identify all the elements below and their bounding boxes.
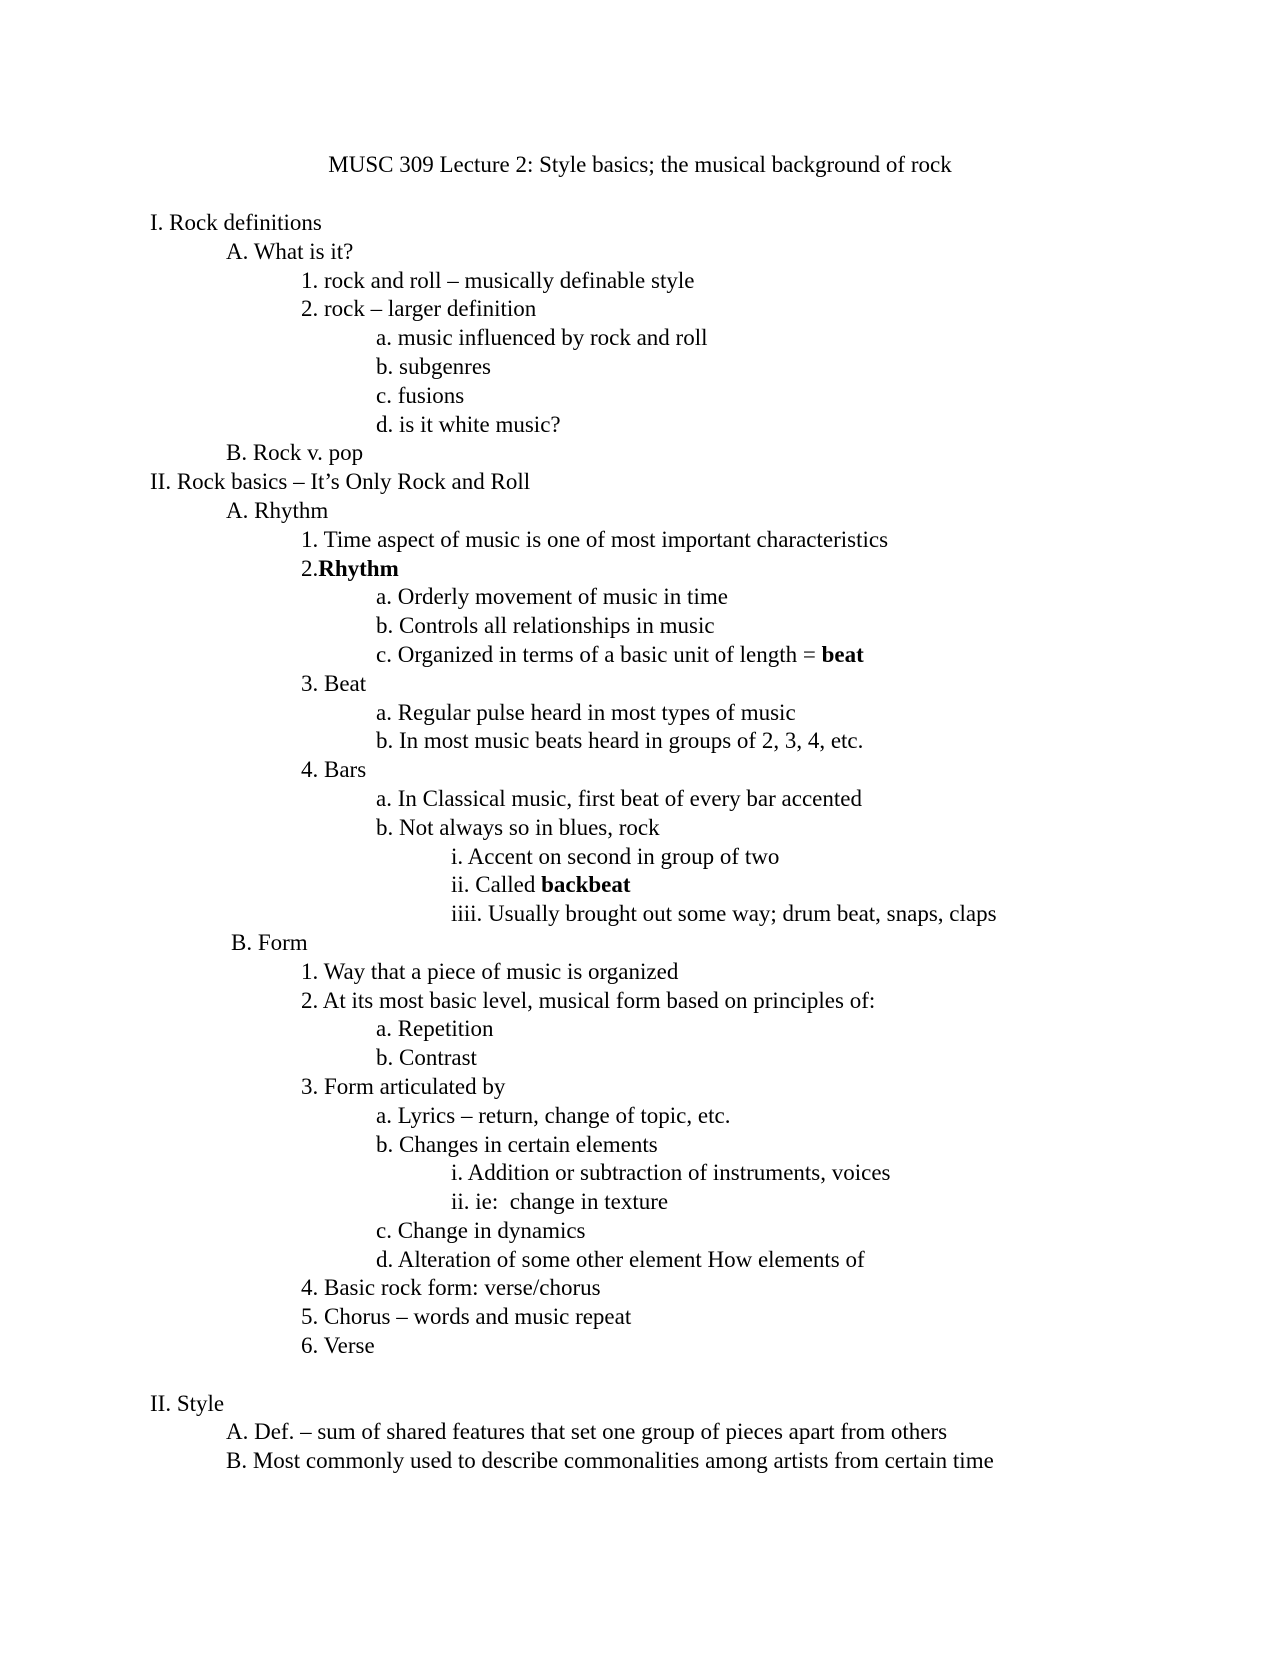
outline-text: ii. Called	[451, 872, 542, 898]
outline-item	[0, 727, 1280, 756]
outline-item	[0, 612, 1280, 641]
outline-item	[0, 1188, 1280, 1217]
outline-heading	[0, 209, 1280, 238]
outline-item	[0, 1418, 1280, 1447]
term-rhythm: Rhythm	[318, 555, 399, 581]
outline-item	[0, 439, 1280, 468]
term-beat: beat	[821, 641, 864, 667]
outline-text: 1. rock and roll – musically definable style	[301, 267, 695, 293]
outline-text: b. Controls all relationships in music	[376, 613, 715, 639]
outline-text: A. Def. – sum of shared features that set one group of pieces apart from others	[226, 1419, 948, 1445]
outline-text: c. Change in dynamics	[376, 1217, 586, 1243]
outline-heading	[0, 468, 1280, 497]
outline-text: 1. Way that a piece of music is organized	[301, 958, 679, 984]
term-backbeat: backbeat	[541, 872, 631, 898]
outline-heading	[0, 1390, 1280, 1419]
outline-text: a. Lyrics – return, change of topic, etc.	[376, 1102, 731, 1128]
outline-item	[0, 1131, 1280, 1160]
outline-item	[0, 1447, 1280, 1476]
outline-text: i. Addition or subtraction of instruments, voices	[451, 1160, 891, 1186]
outline-item	[0, 1044, 1280, 1073]
outline-item	[0, 958, 1280, 987]
outline-text: I. Rock definitions	[150, 210, 322, 235]
outline-item	[0, 1015, 1280, 1044]
outline-text: 2.	[301, 555, 319, 581]
outline-item	[0, 1073, 1280, 1102]
outline-item	[0, 900, 1280, 929]
outline-text: 4. Bars	[301, 757, 367, 783]
outline-item	[0, 1102, 1280, 1131]
outline-text: b. subgenres	[376, 353, 491, 379]
outline-item	[0, 987, 1280, 1016]
outline-text: a. In Classical music, first beat of every bar accented	[376, 785, 862, 811]
outline-item	[0, 295, 1280, 324]
outline-item	[0, 555, 1280, 584]
outline-text: 6. Verse	[301, 1333, 375, 1359]
outline-item	[0, 871, 1280, 900]
outline-text: 3. Beat	[301, 670, 367, 696]
outline-text: 4. Basic rock form: verse/chorus	[301, 1275, 601, 1301]
outline-text: II. Rock basics – It’s Only Rock and Roll	[150, 469, 531, 495]
outline-text: b. Contrast	[376, 1045, 477, 1071]
outline-text: a. Regular pulse heard in most types of music	[376, 699, 796, 725]
outline-item	[0, 526, 1280, 555]
outline-text: B. Rock v. pop	[226, 440, 364, 466]
page-title: MUSC 309 Lecture 2: Style basics; the musical background of rock	[328, 152, 952, 177]
outline-text: a. Orderly movement of music in time	[376, 584, 728, 610]
outline-text: d. is it white music?	[376, 411, 561, 437]
outline-text: 3. Form articulated by	[301, 1073, 506, 1099]
outline-text: b. Not always so in blues, rock	[376, 814, 660, 840]
outline-text: i. Accent on second in group of two	[451, 843, 780, 869]
blank-line	[0, 1361, 1280, 1390]
outline-text: 2. At its most basic level, musical form based on principles of:	[301, 987, 876, 1013]
outline-item	[0, 267, 1280, 296]
outline-text: 5. Chorus – words and music repeat	[301, 1304, 632, 1330]
outline-text: 2. rock – larger definition	[301, 296, 537, 322]
lecture-outline	[0, 209, 1280, 1476]
outline-item	[0, 699, 1280, 728]
outline-item	[0, 1159, 1280, 1188]
outline-item	[0, 1246, 1280, 1275]
outline-text: a. Repetition	[376, 1016, 494, 1042]
outline-item	[0, 843, 1280, 872]
outline-text: B. Form	[231, 929, 308, 955]
outline-item	[0, 814, 1280, 843]
outline-item	[0, 785, 1280, 814]
outline-item	[0, 1217, 1280, 1246]
outline-text: b. In most music beats heard in groups of 2, 3, 4, etc.	[376, 728, 864, 754]
outline-item	[0, 670, 1280, 699]
outline-text: A. Rhythm	[226, 497, 329, 523]
outline-text: ii. ie: change in texture	[451, 1189, 669, 1215]
outline-item	[0, 238, 1280, 267]
outline-item	[0, 497, 1280, 526]
outline-text: B. Most commonly used to describe commonalities among artists from certain time	[226, 1448, 994, 1474]
outline-item	[0, 929, 1280, 958]
outline-text: A. What is it?	[226, 238, 354, 264]
outline-text: iiii. Usually brought out some way; drum beat, snaps, claps	[451, 901, 997, 927]
outline-item	[0, 583, 1280, 612]
outline-text: d. Alteration of some other element How elements of	[376, 1246, 865, 1272]
outline-text: c. Organized in terms of a basic unit of length =	[376, 641, 822, 667]
outline-item	[0, 324, 1280, 353]
outline-text: a. music influenced by rock and roll	[376, 325, 708, 351]
outline-text: 1. Time aspect of music is one of most important characteristics	[301, 526, 889, 552]
outline-item	[0, 353, 1280, 382]
outline-item	[0, 1303, 1280, 1332]
outline-item	[0, 411, 1280, 440]
outline-text: c. fusions	[376, 382, 465, 408]
outline-text: b. Changes in certain elements	[376, 1131, 658, 1157]
outline-text: II. Style	[150, 1390, 225, 1416]
outline-item	[0, 1332, 1280, 1361]
outline-item	[0, 382, 1280, 411]
outline-item	[0, 1274, 1280, 1303]
outline-item	[0, 756, 1280, 785]
outline-item	[0, 641, 1280, 670]
